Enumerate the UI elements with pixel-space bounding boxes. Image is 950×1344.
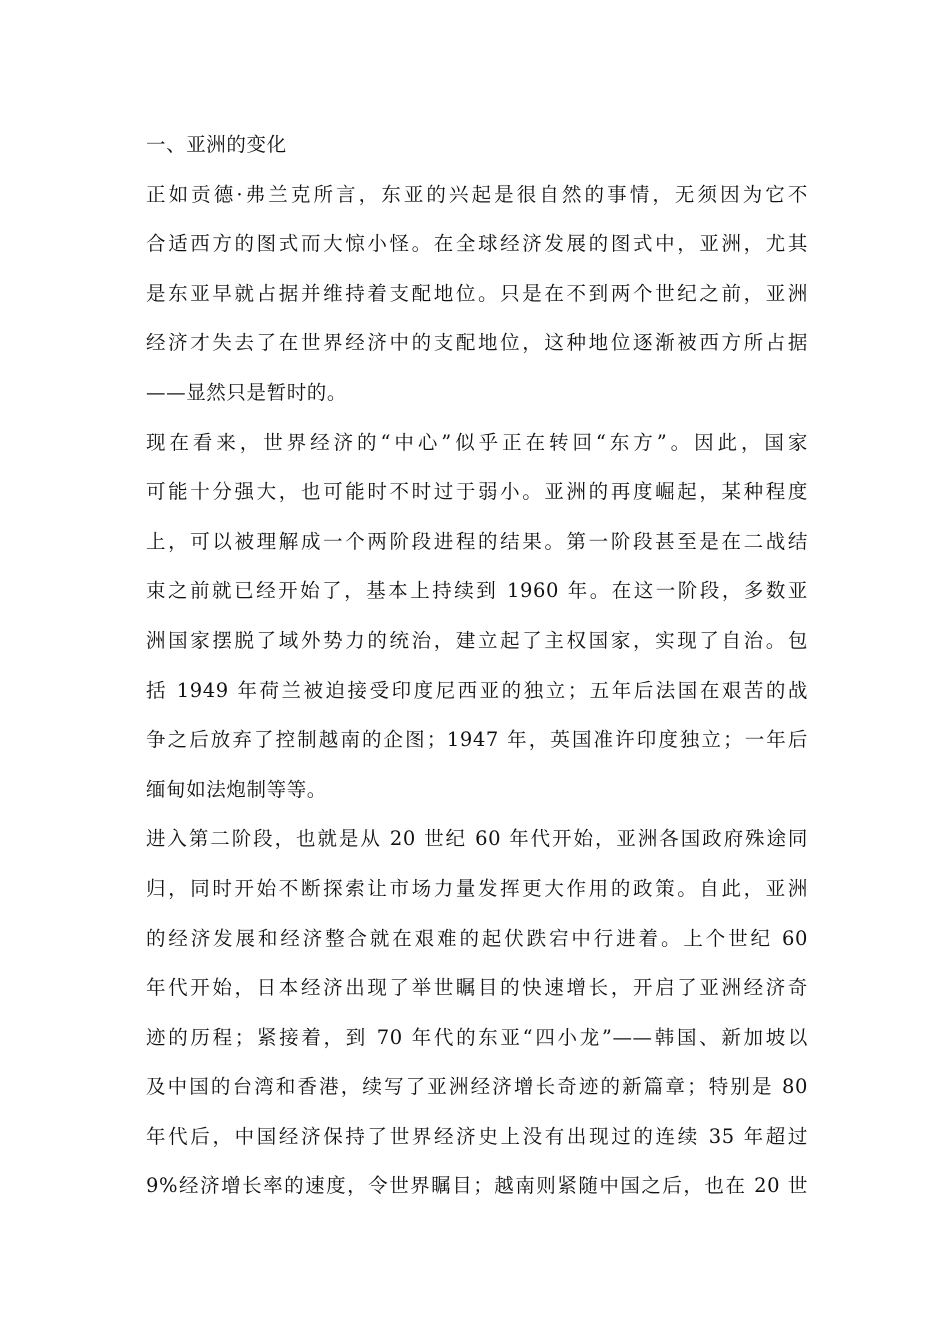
text-line: 缅甸如法炮制等等。	[146, 777, 327, 801]
text-line: 可能十分强大，也可能时不时过于弱小。亚洲的再度崛起，某种程度	[146, 480, 808, 504]
paragraph-3	[146, 814, 808, 1211]
text-line: 经济才失去了在世界经济中的支配地位，这种地位逐渐被西方所占据	[146, 331, 808, 355]
paragraph-1	[146, 170, 808, 418]
text-line: 洲国家摆脱了域外势力的统治，建立起了主权国家，实现了自治。包	[146, 628, 808, 652]
text-line: 是东亚早就占据并维持着支配地位。只是在不到两个世纪之前，亚洲	[146, 281, 808, 305]
text-line: 迹的历程；紧接着，到 70 年代的东亚“四小龙”——韩国、新加坡以	[146, 1025, 808, 1049]
text-line: 合适西方的图式而大惊小怪。在全球经济发展的图式中，亚洲，尤其	[146, 232, 808, 256]
text-line: 年代开始，日本经济出现了举世瞩目的快速增长，开启了亚洲经济奇	[146, 976, 808, 1000]
paragraph-2	[146, 418, 808, 815]
text-line: 的经济发展和经济整合就在艰难的起伏跌宕中行进着。上个世纪 60	[146, 926, 808, 950]
text-line: 及中国的台湾和香港，续写了亚洲经济增长奇迹的新篇章；特别是 80	[146, 1075, 808, 1099]
text-line: 9%经济增长率的速度，令世界瞩目；越南则紧随中国之后，也在 20 世	[146, 1174, 808, 1198]
text-line: 括 1949 年荷兰被迫接受印度尼西亚的独立；五年后法国在艰苦的战	[146, 678, 808, 702]
text-line: 上，可以被理解成一个两阶段进程的结果。第一阶段甚至是在二战结	[146, 529, 808, 553]
text-line: 现在看来，世界经济的“中心”似乎正在转回“东方”。因此，国家	[146, 430, 808, 454]
text-line: 正如贡德·弗兰克所言，东亚的兴起是很自然的事情，无须因为它不	[146, 182, 808, 206]
text-line: 争之后放弃了控制越南的企图；1947 年，英国准许印度独立；一年后	[146, 728, 808, 752]
document-body	[146, 120, 808, 1211]
text-line: 归，同时开始不断探索让市场力量发挥更大作用的政策。自此，亚洲	[146, 876, 808, 900]
text-line: 束之前就已经开始了，基本上持续到 1960 年。在这一阶段，多数亚	[146, 579, 808, 603]
section-heading: 一、亚洲的变化	[146, 133, 287, 156]
text-line: 进入第二阶段，也就是从 20 世纪 60 年代开始，亚洲各国政府殊途同	[146, 827, 808, 851]
text-line: ——显然只是暂时的。	[146, 380, 348, 404]
text-line: 年代后，中国经济保持了世界经济史上没有出现过的连续 35 年超过	[146, 1124, 808, 1148]
